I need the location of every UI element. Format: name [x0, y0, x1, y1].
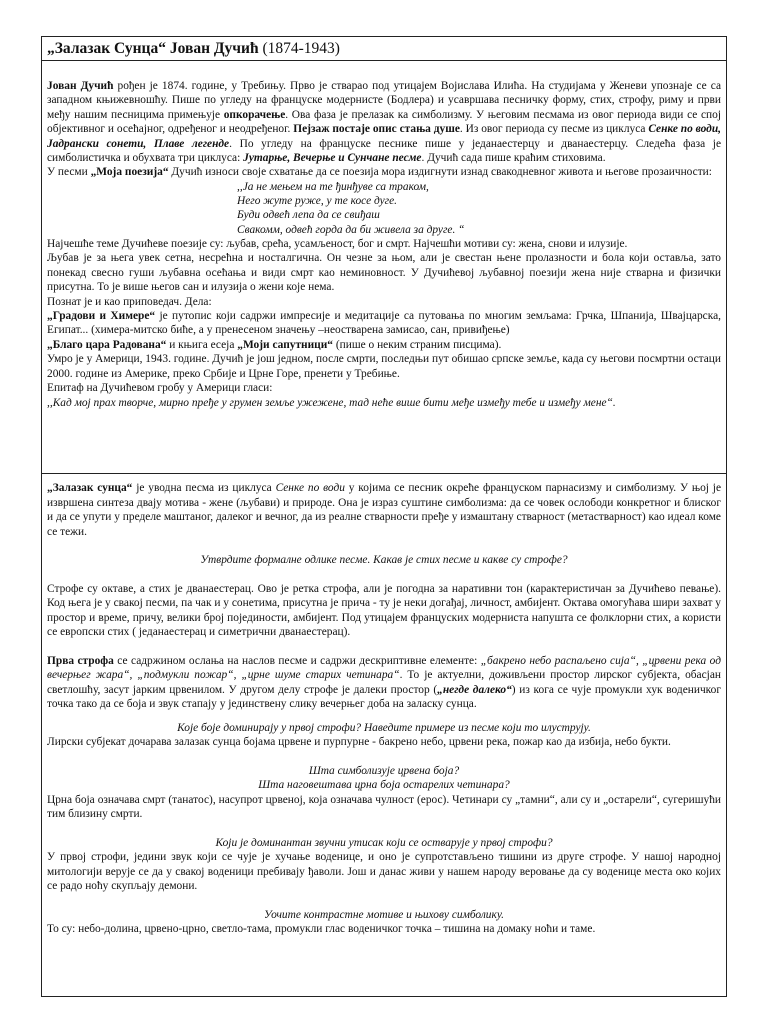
answer-contrast: То су: небо-долина, црвено-црно, светло-тама, промукли глас воденичког точка – тишина на домаку ноћи и таме. — [47, 923, 596, 935]
text: . Дучић сада пише краћим стиховима. — [421, 152, 606, 165]
question-sound: Који је доминантан звучни утисак који се остварује у првој строфи? — [215, 836, 553, 849]
text: и књига есеја — [166, 338, 238, 351]
bio-paragraph-epitaph-intro: Епитаф на Дучићевом гробу у Америци гласи: — [47, 382, 273, 395]
analysis-intro — [47, 481, 721, 539]
text: У песми — [47, 166, 91, 179]
question-black: Шта наговештава црна боја остарелих четинара? — [258, 779, 510, 791]
poem-excerpt — [237, 180, 721, 237]
quote: „бакрено небо распаљено сија“, „црвени река од вечерњег жара“, „подмукли пожар“, „црне шуме старих четинара“ — [47, 654, 721, 681]
text: у којима се песник окреће француском парнасизму и симболизму. У њој је извршена синтеза двају мотива - жене (љубави) и природе. Она је израз суштине симболизма: да се човек ослободи конкретног и блиског и да се упути у пределе маштаног, далеког и вечног, да из реалне стварности пређе у измаштану стварност (метастварност) као идеал коме се тежи. — [47, 482, 721, 538]
text: ) из кога се чује промукли хук воденичког точка тако да се боја и звук стапају у јединствену слику вечерњег доба на заласку сунца. — [47, 683, 721, 710]
biography-section — [42, 61, 726, 474]
answer-colors: Лирски субјекат дочарава залазак сунца бојама црвене и пурпурне - бакрено небо, црвени река, пожар као да избија, небо букти. — [47, 736, 671, 748]
cycle-title: Сенке по води — [275, 482, 345, 494]
poem-title: „Залазак сунца“ — [47, 482, 133, 494]
author-name: Јован Дучић — [47, 80, 114, 92]
text: се садржином ослања на наслов песме и садржи дескриптивне елементе: — [113, 654, 481, 667]
answer-sound: У првој строфи, једини звук који се чује је хучање воденице, и оно је супротстављено тишини из друге строфе. У нашој народној митологији верује се да у свакој воденици пребивају ђаволи. Још и данас живи у нашем народу веровање да су воденице места око којих се радо ноћу скупљају демони. — [47, 851, 721, 892]
cycle-titles: Јутарње, Вечерње и Сунчане песме — [243, 152, 422, 165]
analysis-section — [42, 474, 726, 937]
bio-paragraph-2 — [47, 165, 721, 179]
text: је путопис који садржи импресије и медитације са путовања по многим земљама: Грчка, Шпанија, Швајцарска, Египат... (химера-митско биће, а у пренесеном значењу –неостварена замисао, сан, привиђење) — [47, 310, 721, 337]
bio-paragraph-themes: Најчешће теме Дучићеве поезије су: љубав, срећа, усамљеност, бог и смрт. Најчешћи мотиви су: жена, снови и илузије. — [47, 238, 628, 251]
answer-symbolism: Црна боја означава смрт (танатос), насупрот црвеној, која означава чулност (ерос). Четинари су „тамни“, али су и „остарели“, сугеришући тим близину смрти. — [47, 793, 721, 820]
epitaph: ,,Кад мој прах творче, мирно пређе у грумен земље ужежене, тад неће више бити међе између тебе и између мене“. — [47, 396, 616, 409]
title-main: „Залазак Сунца“ Јован Дучић — [47, 40, 259, 57]
bio-paragraph-1 — [47, 79, 721, 165]
text: . По угледу на француске песнике пише у једанаестерцу и дванаестерцу. Следећа фаза је симболистичка и обухвата три циклуса: — [47, 137, 721, 165]
work-title: „Моји сапутници“ — [237, 338, 334, 351]
question-red: Шта симболизује црвена боја? — [308, 764, 460, 777]
question-colors: Које боје доминирају у првој строфи? Наведите примере из песме који то илуструју. — [177, 721, 591, 734]
text: рођен је 1874. године, у Требињу. Прво је стварао под утицајем Војислава Илића. На студијама у Женеви упознаје се са западном књижевношћу. Пише по угледу на француске модернисте (Бодлера) и усавршава песничку форму, стих, строфу, риму и први међу нашим песницима примењује — [47, 80, 721, 121]
answer-form: Строфе су октаве, а стих је дванаестерац. Ово је ретка строфа, али је погодна за наративни тон (карактеристичан за Дучићево певање). Код њега је у свакој песми, па чак и у сонетима, присутна је прича - ту је неки догађај, личност, амбијент. Октава омогућава шири захват у простор и време, причу, велики број појединости, амбијент. Под утицајем француских модерниста напушта се фолклорни стих, а користи се европски стих ( једанаестерац и симетрични дванаестерац). — [47, 582, 721, 638]
first-stanza-label: Прва строфа — [47, 654, 114, 667]
bio-paragraph-death: Умро је у Америци, 1943. године. Дучић је још једном, после смрти, последњи пут обишао српске земље, када су његови посмртни остаци 2000. године из Америке, преко Србије и Црне Горе, пренети у Требиње. — [47, 353, 721, 380]
work-title: „Благо цара Радована“ — [47, 338, 167, 351]
text: . Из овог периода су песме из циклуса — [459, 123, 649, 136]
text: . Ова фаза је прелазак ка симболизму. У његовим песмама из овог периода види се спој објективног и осећајног, одређеног и неодређеног. — [47, 108, 721, 136]
poem-line: Него жуте руже, у те косе дуге. — [237, 195, 398, 208]
bio-paragraph-works — [47, 338, 721, 352]
poem-title: „Моја поезија“ — [90, 166, 169, 179]
document-frame — [41, 36, 727, 997]
bio-paragraph-prose: Познат је и као приповедач. Дела: — [47, 295, 212, 308]
poem-line: Свакомм, одвећ горда да би живела за друге. “ — [237, 223, 465, 236]
key-phrase: Пејзаж постаје опис стања душе — [293, 123, 460, 136]
term-enjambment: опкорачење — [223, 108, 286, 121]
question-form: Утврдите формалне одлике песме. Какав је стих песме и какве су строфе? — [200, 554, 568, 566]
title-years: (1874-1943) — [262, 40, 340, 57]
poem-line: ,,Ја не мењем на те ђинђуве са траком, — [237, 180, 429, 193]
quote: „негде далеко“ — [437, 683, 512, 696]
document-title — [42, 37, 726, 61]
cycle-titles: Сенке по води, Јадрански сонети, Плаве легенде — [47, 123, 721, 150]
question-contrast: Уочите контрастне мотиве и њихову симболику. — [263, 908, 505, 921]
work-title: „Градови и Химере“ — [47, 310, 156, 323]
text: . То је актуелни, доживљени простор лирског субјекта, обасјан светлошћу, засут јарким црвенилом. У другом делу строфе је далеки простор ( — [47, 669, 721, 696]
bio-paragraph-love: Љубав је за њега увек сетна, несрећна и носталгична. Он чезне за њом, али је свестан њене пролазности и бола који оставља, зато понекад свесно гуши љубавна осећања и види смрт као неминовност. У Дучићевој љубавној поезији жена није стварна и физички присутна. То је више његов сан и илузија о жени које нема. — [47, 252, 721, 294]
text: Дучић износи своје схватање да се поезија мора издигнути изнад свакодневног живота и његове прозаичности: — [168, 166, 712, 179]
text: је уводна песма из циклуса — [132, 482, 276, 494]
poem-line: Буди одвећ лепа да се свиђаш — [237, 209, 380, 222]
answer-first-stanza — [47, 654, 721, 712]
bio-paragraph-cities — [47, 309, 721, 338]
text: (пише о неким страним писцима). — [333, 338, 502, 351]
